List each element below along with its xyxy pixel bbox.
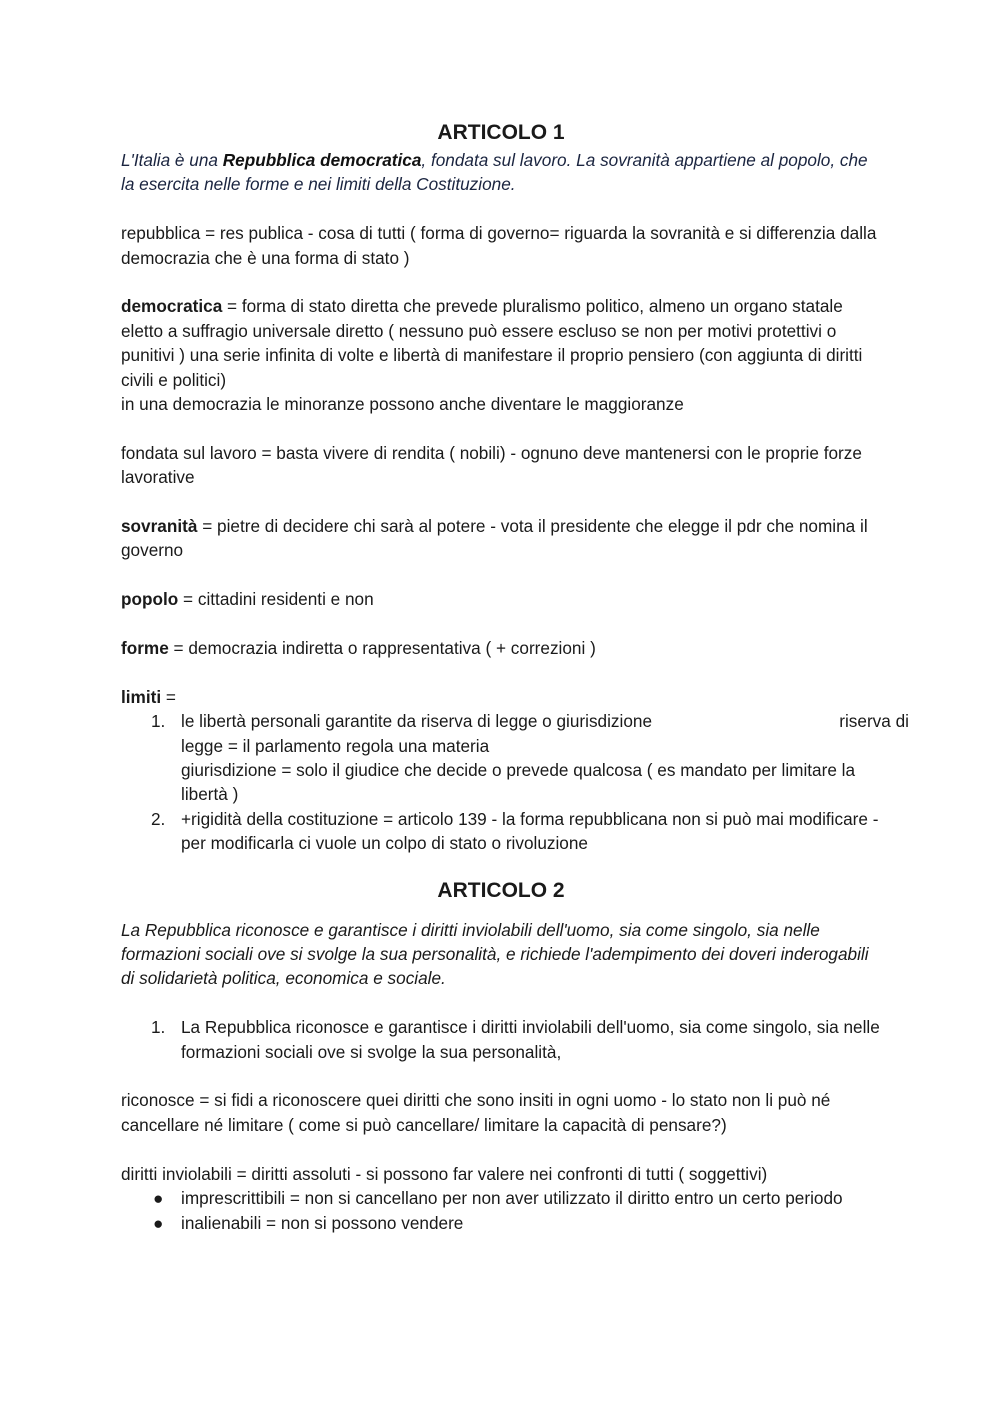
list-text: La Repubblica riconosce e garantisce i diritti inviolabili dell'uomo, sia come singolo, sia nelle formazioni sociali ove si svolge la sua personalità, — [181, 1017, 880, 1062]
article-1-quote — [121, 148, 881, 197]
list-text: giurisdizione = solo il giudice che decide o prevede qualcosa ( es mandato per limitare la libertà ) — [181, 760, 856, 805]
bullet-item — [121, 1186, 881, 1210]
bullet-icon: ● — [153, 1188, 164, 1209]
bullet-text: imprescrittibili = non si cancellano per non aver utilizzato il diritto entro un certo periodo — [181, 1188, 843, 1209]
list-item — [121, 709, 909, 807]
limiti-list — [121, 709, 909, 855]
term: popolo — [121, 589, 179, 610]
definition: = pietre di decidere chi sarà al potere - vota il presidente che elegge il pdr che nomina il governo — [121, 516, 868, 561]
list-item — [121, 1015, 881, 1064]
bullet-item — [121, 1211, 881, 1235]
list-text: le libertà personali garantite da riserva di legge o giurisdizione — [181, 711, 653, 732]
diritti-bullet-list — [121, 1186, 881, 1235]
definition: = cittadini residenti e non — [178, 589, 374, 610]
limiti-heading — [121, 685, 881, 709]
article-1-title: ARTICOLO 1 — [437, 121, 565, 144]
sovranita-definition — [121, 514, 881, 563]
quote-text: L'Italia è una — [121, 150, 223, 170]
term: limiti — [121, 686, 162, 707]
list-item — [121, 807, 881, 856]
bullet-text: inalienabili = non si possono vendere — [181, 1212, 464, 1233]
definition: = — [161, 686, 176, 707]
diritti-definition: diritti inviolabili = diritti assoluti - si possono far valere nei confronti di tutti ( soggettivi) — [121, 1163, 768, 1184]
document-page — [121, 118, 909, 1235]
list-text: legge = il parlamento regola una materia — [181, 735, 490, 756]
lavoro-definition: fondata sul lavoro = basta vivere di rendita ( nobili) - ognuno deve mantenersi con le proprie forze lavorative — [121, 442, 862, 488]
repubblica-definition: repubblica = res publica - cosa di tutti ( forma di governo= riguarda la sovranità e si differenzia dalla democrazia che è una forma di stato ) — [121, 223, 877, 268]
list-text: riserva di — [839, 711, 909, 732]
article-2-list — [121, 1015, 881, 1064]
list-number: 1. — [151, 1017, 166, 1038]
term: forme — [121, 638, 169, 659]
article-2-title: ARTICOLO 2 — [437, 878, 565, 902]
quote-bold-text: Repubblica democratica — [222, 150, 422, 170]
term: democratica — [121, 296, 223, 317]
list-text: +rigidità della costituzione = articolo 139 - la forma repubblicana non si può mai modificare - per modificarla ci vuole un colpo di stato o rivoluzione — [181, 808, 879, 854]
riconosce-definition: riconosce = si fidi a riconoscere quei diritti che sono insiti in ogni uomo - lo stato non li può né cancellare né limitare ( come si può cancellare/ limitare la capacità di pensare?) — [121, 1090, 831, 1135]
term: sovranità — [121, 516, 198, 537]
list-number: 2. — [151, 808, 166, 829]
definition: = democrazia indiretta o rappresentativa ( + correzioni ) — [168, 638, 596, 659]
quote-text: , fondata sul lavoro. La sovranità appartiene al popolo, che la esercita nelle forme e nei limiti della Costituzione. — [121, 150, 868, 195]
definition: = forma di stato diretta che prevede pluralismo politico, almeno un organo statale eletto a suffragio universale diretto ( nessuno può essere escluso se non per motivi protettivi o punitivi ) una serie infinita di volte e libertà di manifestare il proprio pensiero (con aggiunta di diritti civili e politici) — [121, 296, 863, 390]
bullet-icon: ● — [153, 1212, 164, 1233]
forme-definition — [121, 636, 881, 660]
minoranze-note: in una democrazia le minoranze possono anche diventare le maggioranze — [121, 394, 684, 415]
article-2-quote: La Repubblica riconosce e garantisce i diritti inviolabili dell'uomo, sia come singolo, sia nelle formazioni sociali ove si svolge la sua personalità, e richiede l'adempimento dei doveri inderogabili di solidarietà politica, economica e sociale. — [121, 919, 869, 989]
democratica-definition — [121, 294, 881, 392]
popolo-definition — [121, 587, 881, 611]
list-number: 1. — [151, 711, 166, 732]
